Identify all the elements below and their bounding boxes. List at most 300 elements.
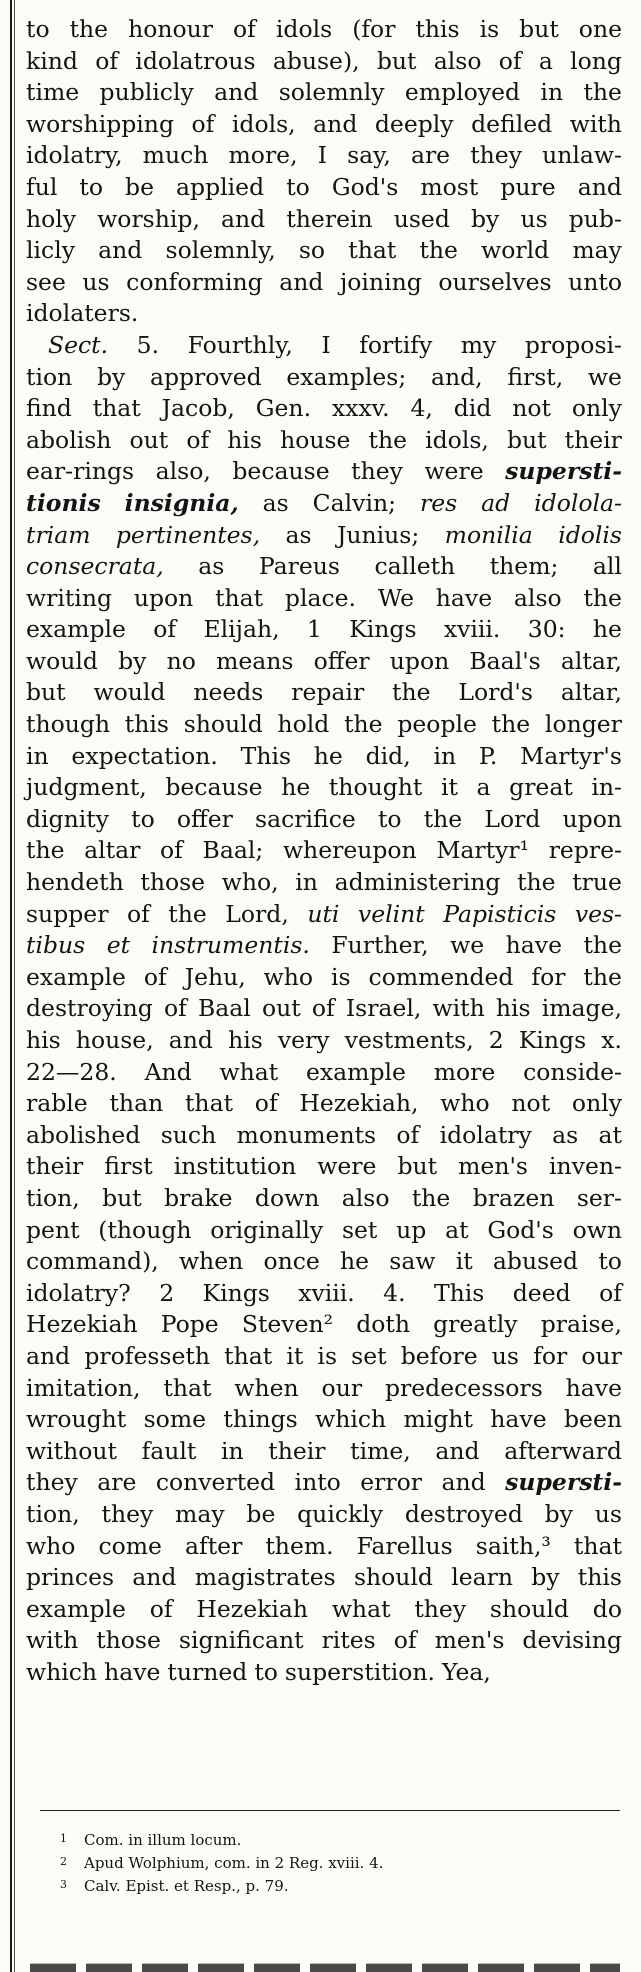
word: in — [221, 1436, 244, 1465]
word: should — [183, 710, 263, 739]
text-line — [26, 1562, 622, 1594]
word: pub- — [568, 204, 622, 233]
word: to — [598, 1247, 622, 1276]
word: xxxv. — [331, 394, 390, 423]
word: Martyr¹ — [436, 836, 530, 865]
word: repre- — [548, 836, 622, 865]
word: by — [471, 204, 500, 233]
word: destroyed — [404, 1499, 523, 1528]
word: 30: — [527, 615, 566, 644]
text-line — [26, 551, 622, 583]
word: is — [479, 15, 500, 43]
word: they — [470, 141, 522, 170]
word: only — [571, 1089, 622, 1118]
word: of — [498, 46, 522, 75]
text-line — [26, 1057, 622, 1089]
word: defiled — [471, 109, 553, 138]
word: down — [254, 1183, 320, 1212]
word: unlaw- — [542, 141, 622, 170]
word: have — [565, 1373, 622, 1402]
word: say, — [347, 141, 391, 170]
footnote-mark: 1 — [60, 1832, 67, 1845]
word: as — [285, 520, 312, 549]
word: P. — [478, 741, 498, 770]
footnote-1 — [60, 1828, 620, 1851]
word: see — [26, 267, 66, 296]
word: upon — [562, 804, 622, 833]
word: which — [315, 1405, 387, 1434]
word: of — [163, 994, 187, 1023]
word: of — [126, 899, 150, 928]
word: not — [512, 394, 551, 423]
word: of — [186, 425, 210, 454]
word: should — [489, 1594, 569, 1623]
word: they — [26, 1468, 78, 1497]
word: This — [433, 1278, 485, 1307]
text-line — [26, 583, 622, 615]
footnote-mark: 2 — [60, 1855, 67, 1868]
word: hold — [277, 710, 330, 739]
word: 4. — [383, 1278, 406, 1307]
word: for — [533, 1341, 568, 1370]
word: tionis — [26, 488, 101, 517]
text-line — [26, 77, 622, 109]
text-line — [26, 298, 622, 330]
footnote-mark: 3 — [60, 1878, 67, 1891]
word: idolola- — [534, 488, 622, 517]
word: and — [132, 1563, 177, 1592]
word: and, — [430, 362, 483, 391]
word: idols — [275, 15, 333, 43]
word: time — [26, 78, 80, 107]
text-line — [26, 867, 622, 899]
word: 1 — [306, 615, 322, 644]
word: Kings — [202, 1278, 270, 1307]
text-line — [26, 614, 622, 646]
text-line — [26, 1531, 622, 1563]
text-line — [26, 1246, 622, 1278]
text-line — [26, 677, 622, 709]
word: of — [191, 109, 215, 138]
word: who — [263, 962, 314, 991]
word: only — [571, 394, 622, 423]
word: with — [569, 109, 622, 138]
word: be — [125, 172, 154, 201]
word: Pareus — [258, 552, 340, 581]
word: that — [224, 1341, 273, 1370]
word: means — [216, 646, 294, 675]
word: the — [344, 710, 383, 739]
word: approved — [149, 362, 262, 391]
word: they — [101, 1499, 154, 1528]
word: tion, — [26, 1499, 80, 1528]
word: so — [298, 236, 326, 265]
text-line — [26, 488, 622, 520]
word: in — [295, 868, 318, 897]
word: in — [433, 741, 457, 770]
word: unto — [568, 267, 622, 296]
word: Kings — [518, 1026, 587, 1054]
word: who, — [221, 868, 279, 897]
text-line — [26, 1309, 622, 1341]
word: also — [341, 1183, 390, 1212]
word: of — [254, 1089, 278, 1118]
word: a — [476, 773, 491, 802]
word: kind — [26, 46, 78, 75]
word: et — [106, 931, 131, 960]
word: the — [517, 868, 556, 897]
word: and — [313, 109, 358, 138]
text-line — [26, 1183, 622, 1215]
word: also — [433, 46, 482, 75]
word: inven- — [549, 1152, 622, 1181]
text-line — [26, 835, 622, 867]
word: employed — [404, 78, 521, 107]
word: image, — [541, 994, 622, 1023]
word: the — [419, 236, 458, 265]
word: repair — [291, 678, 365, 707]
footnote-text: Com. in illum locum. — [84, 1831, 242, 1849]
word: uti — [307, 899, 340, 928]
word: time, — [350, 1436, 411, 1465]
word: I — [317, 141, 327, 170]
word: honour — [128, 15, 214, 43]
word: after — [185, 1531, 243, 1560]
word: have — [505, 931, 562, 960]
word: no — [166, 646, 196, 675]
word: were — [424, 457, 484, 486]
word: people — [397, 710, 477, 739]
word: tion — [26, 362, 73, 391]
word: it — [455, 1247, 473, 1276]
word: worshipping — [26, 109, 174, 138]
word: out — [261, 994, 301, 1023]
word: the — [392, 678, 431, 707]
word: that — [573, 1531, 622, 1560]
word: Baal; — [202, 836, 264, 865]
word: idolaters. — [26, 299, 139, 328]
word: were — [317, 1152, 377, 1181]
word: (though — [98, 1215, 192, 1244]
word: first — [104, 1152, 153, 1181]
word: idolatry? — [26, 1278, 131, 1307]
word: ad — [481, 488, 511, 517]
text-line — [26, 804, 622, 836]
word: he — [313, 741, 343, 770]
text-line — [26, 993, 622, 1025]
word: our — [321, 1373, 363, 1402]
word: longer — [544, 710, 622, 739]
text-line — [26, 109, 622, 141]
word: velint — [357, 899, 425, 928]
word: supersti- — [505, 457, 622, 486]
word: we — [587, 362, 622, 391]
word: converted — [155, 1468, 276, 1497]
word: greatly — [433, 1310, 518, 1339]
word: Jacob, — [161, 394, 235, 423]
word: their — [26, 1152, 84, 1181]
text-line — [26, 425, 622, 457]
word: Gen. — [255, 394, 312, 423]
word: significant — [178, 1626, 304, 1655]
word: much — [142, 141, 209, 170]
word: and — [98, 236, 143, 265]
word: by — [118, 646, 147, 675]
word: more, — [228, 141, 298, 170]
footnotes — [60, 1828, 620, 1897]
text-line — [26, 741, 622, 773]
word: originally — [210, 1215, 324, 1244]
word: some — [143, 1405, 207, 1434]
word: set — [341, 1215, 378, 1244]
word: of — [599, 1278, 622, 1307]
word: of — [149, 1594, 173, 1623]
word: upon — [389, 646, 450, 675]
word: in- — [591, 773, 622, 802]
word: been — [564, 1405, 622, 1434]
word: as — [262, 488, 289, 517]
word: fortify — [359, 330, 433, 359]
left-border-rule — [10, 0, 12, 1972]
word: quickly — [297, 1499, 384, 1528]
word: for — [531, 962, 566, 991]
text-line — [26, 1215, 622, 1247]
word: once — [263, 1247, 320, 1276]
word: men's — [458, 1152, 528, 1181]
word: saith,³ — [475, 1531, 551, 1560]
word: Junius; — [336, 520, 420, 549]
word: princes — [26, 1563, 115, 1592]
text-line — [26, 772, 622, 804]
word: Lord, — [225, 899, 289, 928]
word: tibus — [26, 931, 86, 960]
word: by — [544, 1499, 573, 1528]
word: and — [168, 1026, 213, 1054]
word: who — [440, 1089, 490, 1118]
word: the — [583, 78, 622, 107]
word: what — [331, 1594, 391, 1623]
word: offer — [313, 646, 370, 675]
word: solemnly — [278, 78, 385, 107]
word: because — [232, 457, 330, 486]
word: not — [511, 1089, 551, 1118]
text-line — [26, 1594, 622, 1626]
word: as — [198, 552, 225, 581]
word: one — [578, 15, 622, 43]
word: to — [131, 804, 155, 833]
word: have — [104, 1657, 161, 1686]
word: idols, — [231, 109, 296, 138]
word: the — [583, 931, 622, 960]
word: he — [592, 615, 622, 644]
word: also, — [155, 457, 211, 486]
word: but — [102, 1183, 142, 1212]
word: those — [96, 1626, 161, 1655]
word: though — [26, 710, 111, 739]
word: that — [184, 1089, 234, 1118]
word: did — [453, 394, 492, 423]
word: rites — [321, 1626, 376, 1655]
word: should — [353, 1563, 433, 1592]
word: his — [228, 1026, 263, 1054]
word: turned — [167, 1657, 248, 1686]
word: would — [93, 678, 166, 707]
word: which — [26, 1657, 98, 1686]
word: at — [598, 1120, 622, 1149]
word: did, — [365, 741, 411, 770]
text-line — [26, 930, 622, 962]
text-line — [26, 267, 622, 299]
word: men's — [434, 1626, 505, 1655]
word: have — [490, 1405, 547, 1434]
word: triam — [26, 520, 91, 549]
word: what — [219, 1057, 279, 1086]
word: they — [351, 457, 403, 486]
word: they — [414, 1594, 467, 1623]
word: out — [129, 425, 169, 454]
word: Papisticis — [443, 899, 557, 928]
word: God's — [487, 1215, 554, 1244]
word: be — [246, 1499, 276, 1528]
word: pure — [500, 172, 556, 201]
word: that — [348, 236, 397, 265]
word: idols, — [425, 425, 489, 454]
word: instrumentis. — [151, 931, 310, 960]
word: abuse), — [272, 46, 360, 75]
text-line — [26, 1151, 622, 1183]
footnote-text: Calv. Epist. et Resp., p. 79. — [84, 1877, 289, 1895]
word: saw — [389, 1247, 436, 1276]
word: a — [538, 46, 553, 75]
word: administering — [334, 868, 501, 897]
word: of — [311, 994, 335, 1023]
word: altar, — [560, 678, 622, 707]
word: supersti- — [505, 1468, 622, 1497]
word: with — [432, 994, 485, 1023]
word: them. — [265, 1531, 334, 1560]
word: true — [572, 868, 622, 897]
word: brazen — [472, 1183, 555, 1212]
word: place. — [284, 583, 357, 612]
next-page-fragment — [30, 1958, 620, 1972]
word: house, — [75, 1026, 154, 1054]
text-line — [26, 520, 622, 552]
word: of — [160, 836, 183, 865]
word: to — [254, 1657, 278, 1686]
text-line — [26, 1373, 622, 1405]
word: pent — [26, 1215, 80, 1244]
word: but — [506, 425, 547, 454]
word: 2 — [159, 1278, 175, 1307]
word: professeth — [84, 1341, 210, 1370]
word: praise, — [540, 1310, 622, 1339]
word: xviii. — [443, 615, 501, 644]
word: ourselves — [438, 267, 552, 296]
text-line — [26, 1088, 622, 1120]
word: the — [583, 962, 622, 991]
word: idolatrous — [135, 46, 256, 75]
word: expectation. — [71, 741, 218, 770]
word: ful — [26, 172, 58, 201]
word: (for — [352, 15, 396, 43]
word: may — [572, 236, 622, 265]
word: afterward — [504, 1436, 622, 1465]
word: offer — [176, 804, 233, 833]
word: the — [168, 899, 207, 928]
word: into — [294, 1468, 341, 1497]
word: own — [572, 1215, 622, 1244]
word: superstition. — [284, 1657, 436, 1686]
word: this — [415, 15, 460, 43]
text-line — [26, 46, 622, 78]
word: applied — [176, 172, 265, 201]
word: needs — [193, 678, 264, 707]
word: supper — [26, 899, 109, 928]
word: Further, — [331, 931, 429, 960]
text-line — [26, 1278, 622, 1310]
word: and — [221, 204, 266, 233]
word: devising — [522, 1626, 622, 1655]
word: their — [564, 425, 622, 454]
word: abolished — [26, 1120, 141, 1149]
word: whereupon — [282, 836, 417, 865]
word: of — [396, 1120, 420, 1149]
word: us — [491, 1341, 519, 1370]
word: when — [178, 1247, 244, 1276]
text-line — [26, 899, 622, 931]
word: Lord — [484, 804, 541, 833]
text-line — [26, 1120, 622, 1152]
word: learn — [451, 1563, 514, 1592]
text-line — [26, 14, 622, 46]
word: publicly — [99, 78, 194, 107]
word: Baal — [197, 994, 251, 1023]
word: idolatry, — [26, 141, 123, 170]
word: by — [96, 362, 126, 391]
word: and — [441, 1468, 486, 1497]
word: with — [26, 1626, 79, 1655]
word: of — [95, 46, 119, 75]
word: Yea, — [442, 1657, 491, 1686]
word: first, — [507, 362, 564, 391]
word: Elijah, — [203, 615, 280, 644]
word: Calvin; — [312, 488, 397, 517]
word: altar, — [560, 646, 622, 675]
word: up — [396, 1215, 427, 1244]
word: he — [340, 1247, 370, 1276]
word: may — [175, 1499, 225, 1528]
word: the — [491, 710, 531, 739]
word: command), — [26, 1247, 159, 1276]
word: the — [69, 15, 109, 43]
word: Pope — [160, 1310, 219, 1339]
word: most — [420, 172, 479, 201]
word: house — [280, 425, 351, 454]
word: Lord's — [458, 678, 533, 707]
text-line — [26, 1657, 622, 1689]
word: us — [594, 1499, 622, 1528]
word: writing — [26, 583, 113, 612]
word: res — [419, 488, 458, 517]
word: idolatry — [439, 1120, 532, 1149]
word: destroying — [26, 994, 153, 1023]
word: all — [592, 552, 622, 581]
word: in — [26, 741, 49, 770]
text-line — [26, 1436, 622, 1468]
word: but — [26, 678, 66, 707]
word: their — [268, 1436, 326, 1465]
word: abused — [492, 1247, 579, 1276]
